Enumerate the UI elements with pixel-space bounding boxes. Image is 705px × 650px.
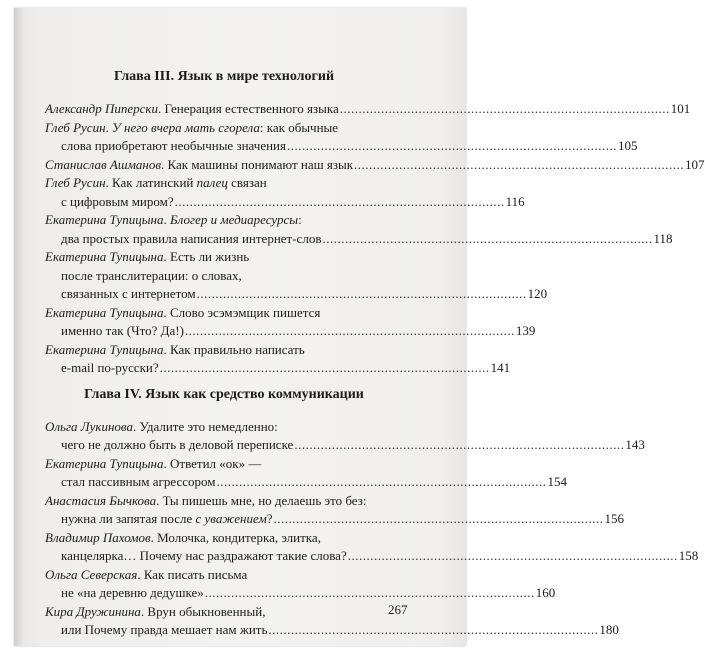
dot-leader: ........................................................................................ [268, 622, 599, 637]
entry-page: 154 [547, 474, 567, 489]
entry-page: 118 [653, 230, 673, 246]
entry-author: Станислав Ашманов [45, 156, 161, 172]
entry-title: связанных с интернетом [61, 286, 196, 301]
entry-page: 120 [527, 286, 548, 301]
entry-author: Александр Пиперски [45, 101, 159, 116]
chapter-title: Глава III. Язык в мире технологий [113, 69, 335, 84]
dot-leader: ........................................................................................ [322, 230, 653, 246]
dot-leader: ........................................................................................ [294, 437, 625, 452]
entry-page: 141 [490, 360, 511, 375]
toc-entry [45, 211, 673, 248]
entry-author: Глеб Русин [45, 119, 106, 135]
entry-title-italic: Блогер и медиаресурсы [170, 212, 299, 227]
dot-leader: ........................................................................................ [339, 101, 670, 116]
entry-title: после транслитерации: о словах, [61, 267, 242, 283]
dot-leader: ........................................................................................ [159, 360, 490, 375]
dot-leader: ........................................................................................ [216, 474, 547, 489]
entry-author: Глеб Русин [45, 175, 106, 190]
toc-entry [45, 492, 625, 529]
page-number: 267 [388, 602, 408, 617]
toc-entry [45, 455, 567, 492]
entry-title: слова приобретают необычные значения [61, 138, 286, 153]
entry-page: 116 [505, 193, 525, 209]
dot-leader: ........................................................................................ [184, 323, 515, 338]
entry-author: Екатерина Тупицына [45, 304, 164, 320]
entry-title: канцелярка… Почему нас раздражают такие слова? [61, 548, 347, 563]
dot-leader: ........................................................................................ [347, 548, 678, 563]
toc-entry [45, 566, 556, 603]
dot-leader: ........................................................................................ [354, 156, 685, 172]
entry-title: чего не должно быть в деловой переписке [61, 437, 294, 452]
entry-title: не «на деревню дедушке» [61, 585, 204, 600]
entry-title: . Генерация естественного языка [158, 101, 339, 116]
entry-title: стал пассивным агрессором [61, 474, 216, 489]
entry-author: Екатерина Тупицына [45, 212, 164, 227]
entry-title: . Ты пишешь мне, но делаешь это без: [156, 492, 367, 508]
entry-page: 143 [625, 437, 645, 452]
entry-author: Владимир Пахомов [45, 529, 151, 545]
toc-entry [45, 304, 536, 341]
entry-title: . [105, 119, 113, 135]
entry-title-italic: с уважением [195, 511, 267, 526]
toc-entry [45, 529, 699, 566]
toc-entry [45, 174, 525, 211]
entry-title: именно так (Что? Да!) [61, 323, 184, 338]
toc-entry [45, 248, 548, 304]
entry-title: или Почему правда мешает нам жить [61, 622, 268, 637]
toc-entry [45, 119, 638, 156]
entry-title: ? [266, 511, 273, 526]
entry-page: 156 [604, 511, 625, 526]
entry-page: 160 [535, 585, 556, 600]
entry-author: Екатерина Тупицына [45, 455, 164, 471]
entry-title: . Слово эсэмэмщик пишется [163, 304, 321, 320]
entry-title: . Как латинский [105, 175, 197, 190]
entry-title: нужна ли запятая после [61, 511, 196, 526]
entry-page: 107 [685, 156, 705, 172]
entry-page: 101 [670, 101, 691, 116]
entry-page: 180 [599, 622, 619, 637]
entry-title: связан [227, 175, 267, 190]
entry-title: e-mail по-русски? [61, 360, 159, 375]
dot-leader: ........................................................................................ [204, 585, 535, 600]
entry-author: Анастасия Бычкова [45, 492, 157, 508]
entry-page: 139 [515, 323, 536, 338]
toc-entry [45, 156, 705, 175]
dot-leader: ........................................................................................ [196, 286, 527, 301]
entry-title: . Ответил «ок» — [163, 455, 262, 471]
entry-title-italic: палец [196, 175, 228, 190]
entry-title: . Как писать письма [137, 566, 248, 582]
entry-page: 105 [618, 138, 638, 153]
entry-title: . Есть ли жизнь [163, 249, 250, 264]
toc-entry [45, 603, 619, 640]
entry-author: Кира Дружинина [45, 603, 141, 619]
toc-entry [45, 100, 691, 119]
dot-leader: ........................................................................................ [174, 193, 505, 209]
entry-author: Екатерина Тупицына [45, 249, 164, 264]
entry-title: . Молочка, кондитерка, элитка, [150, 529, 321, 545]
entry-title: . Врун обыкновенный, [140, 603, 266, 619]
dot-leader: ........................................................................................ [273, 511, 604, 526]
entry-page: 158 [678, 548, 699, 563]
dot-leader: ........................................................................................ [287, 138, 617, 153]
chapter-title: Глава IV. Язык как средство коммуникации [84, 386, 364, 402]
entry-title: : как обычные [259, 119, 339, 135]
page-gutter-shadow [14, 8, 24, 646]
entry-author: Екатерина Тупицына [45, 341, 164, 357]
entry-title: . Как машины понимают наш язык [160, 156, 354, 172]
entry-title-italic: У него вчера мать сгорела [112, 119, 260, 135]
entry-title: . [163, 212, 170, 227]
table-of-contents [45, 68, 705, 640]
toc-entry [45, 341, 511, 378]
entry-author: Ольга Северская [45, 566, 138, 582]
toc-entry [45, 418, 645, 455]
entry-author: Ольга Лукинова [45, 418, 133, 434]
entry-title: . Как правильно написать [163, 341, 305, 357]
entry-title: . Удалите это немедленно: [132, 418, 278, 434]
entry-title: : [298, 212, 302, 227]
entry-title: два простых правила написания интернет-слов [61, 230, 322, 246]
entry-title: с цифровым миром? [61, 193, 174, 209]
